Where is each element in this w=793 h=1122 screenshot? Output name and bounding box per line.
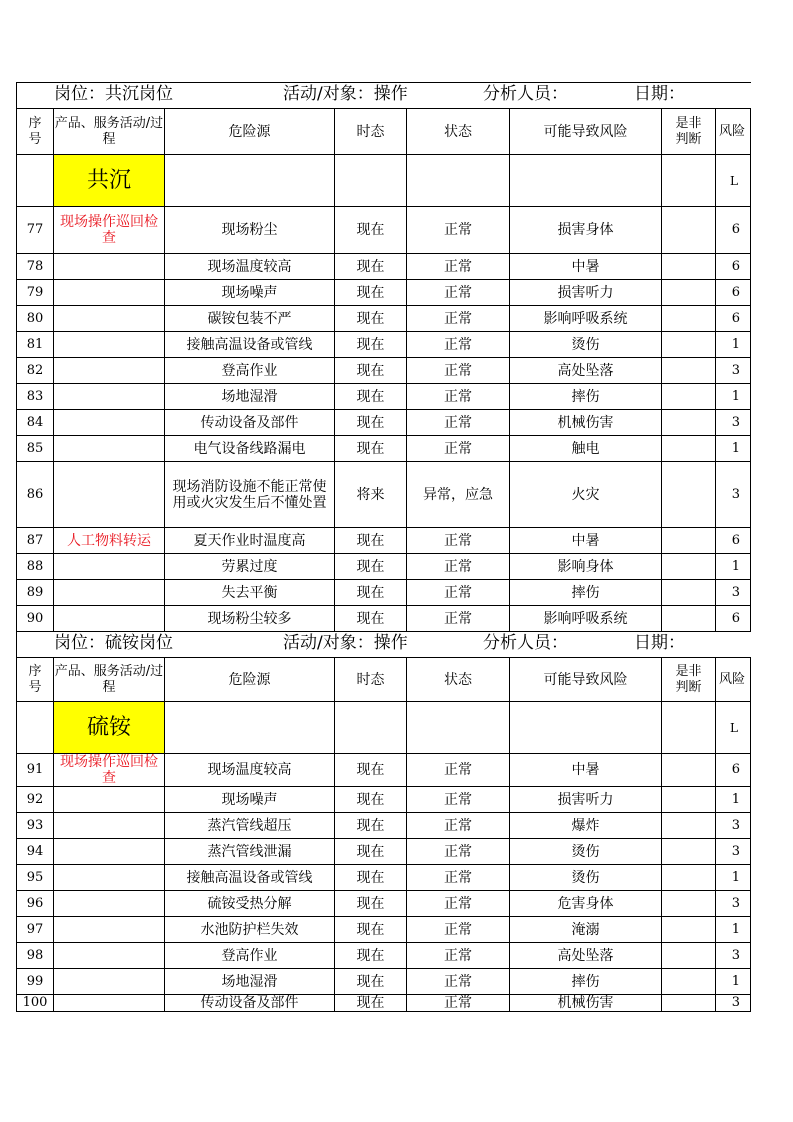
row-seq: 80 xyxy=(17,306,54,332)
unit-seq-cell xyxy=(17,702,54,754)
row-tense: 现在 xyxy=(335,969,407,995)
header-judge: 是非判断 xyxy=(662,658,716,702)
row-risk-outcome: 摔伤 xyxy=(510,969,662,995)
activity-label: 活动/对象：操作 xyxy=(283,633,408,653)
row-state: 正常 xyxy=(407,995,510,1012)
date-label: 日期： xyxy=(634,84,685,104)
row-judge xyxy=(662,410,716,436)
row-hazard: 蒸汽管线超压 xyxy=(165,813,335,839)
row-hazard: 电气设备线路漏电 xyxy=(165,436,335,462)
row-judge xyxy=(662,207,716,254)
table-row xyxy=(17,995,751,1012)
row-state: 正常 xyxy=(407,891,510,917)
row-tense: 现在 xyxy=(335,813,407,839)
row-activity xyxy=(54,358,165,384)
analyst-label: 分析人员： xyxy=(483,633,568,653)
row-hazard: 现场粉尘 xyxy=(165,207,335,254)
row-judge xyxy=(662,813,716,839)
row-state: 正常 xyxy=(407,358,510,384)
unit-name: 共沉 xyxy=(54,155,165,207)
row-risk-value: 3 xyxy=(716,358,751,384)
unit-empty-cell xyxy=(662,155,716,207)
row-risk-outcome: 危害身体 xyxy=(510,891,662,917)
table-row xyxy=(17,254,751,280)
header-seq: 序号 xyxy=(17,109,54,155)
table-row xyxy=(17,787,751,813)
row-state: 正常 xyxy=(407,554,510,580)
row-risk-value: 1 xyxy=(716,865,751,891)
row-hazard: 接触高温设备或管线 xyxy=(165,332,335,358)
row-hazard: 登高作业 xyxy=(165,358,335,384)
row-risk-outcome: 高处坠落 xyxy=(510,943,662,969)
row-risk-outcome: 火灾 xyxy=(510,462,662,528)
row-hazard: 传动设备及部件 xyxy=(165,995,335,1012)
row-risk-outcome: 损害听力 xyxy=(510,787,662,813)
row-tense: 现在 xyxy=(335,280,407,306)
row-seq: 92 xyxy=(17,787,54,813)
table-row xyxy=(17,839,751,865)
row-activity xyxy=(54,943,165,969)
row-judge xyxy=(662,436,716,462)
table-row xyxy=(17,528,751,554)
row-state: 正常 xyxy=(407,580,510,606)
row-risk-outcome: 高处坠落 xyxy=(510,358,662,384)
row-judge xyxy=(662,917,716,943)
row-tense: 现在 xyxy=(335,943,407,969)
row-risk-outcome: 烫伤 xyxy=(510,865,662,891)
row-tense: 现在 xyxy=(335,306,407,332)
unit-empty-cell xyxy=(335,155,407,207)
row-judge xyxy=(662,254,716,280)
row-state: 正常 xyxy=(407,943,510,969)
row-activity xyxy=(54,865,165,891)
row-activity xyxy=(54,891,165,917)
row-activity xyxy=(54,384,165,410)
row-tense: 现在 xyxy=(335,787,407,813)
row-seq: 96 xyxy=(17,891,54,917)
row-judge xyxy=(662,606,716,632)
row-judge xyxy=(662,528,716,554)
unit-empty-cell xyxy=(510,155,662,207)
table-row xyxy=(17,306,751,332)
row-activity xyxy=(54,306,165,332)
row-risk-outcome: 影响呼吸系统 xyxy=(510,606,662,632)
row-risk-outcome: 影响呼吸系统 xyxy=(510,306,662,332)
row-hazard: 接触高温设备或管线 xyxy=(165,865,335,891)
table-row xyxy=(17,280,751,306)
row-activity xyxy=(54,787,165,813)
row-activity: 人工物料转运 xyxy=(54,528,165,554)
row-tense: 现在 xyxy=(335,995,407,1012)
row-seq: 83 xyxy=(17,384,54,410)
hazard-table xyxy=(16,82,751,1012)
row-seq: 90 xyxy=(17,606,54,632)
table-row xyxy=(17,410,751,436)
row-state: 正常 xyxy=(407,787,510,813)
table-row xyxy=(17,358,751,384)
row-tense: 现在 xyxy=(335,207,407,254)
column-header-row xyxy=(17,658,751,702)
header-risk-outcome: 可能导致风险 xyxy=(510,109,662,155)
row-activity xyxy=(54,554,165,580)
row-activity: 现场操作巡回检查 xyxy=(54,207,165,254)
row-seq: 91 xyxy=(17,754,54,787)
unit-name: 硫铵 xyxy=(54,702,165,754)
table-row xyxy=(17,606,751,632)
row-activity xyxy=(54,969,165,995)
header-seq: 序号 xyxy=(17,658,54,702)
row-hazard: 场地湿滑 xyxy=(165,384,335,410)
row-activity xyxy=(54,995,165,1012)
row-risk-value: 3 xyxy=(716,839,751,865)
row-hazard: 碳铵包装不严 xyxy=(165,306,335,332)
analyst-label: 分析人员： xyxy=(483,84,568,104)
row-state: 正常 xyxy=(407,436,510,462)
row-risk-value: 1 xyxy=(716,436,751,462)
row-activity xyxy=(54,606,165,632)
row-state: 正常 xyxy=(407,254,510,280)
header-product: 产品、服务活动/过程 xyxy=(54,658,165,702)
row-risk-value: 3 xyxy=(716,943,751,969)
row-seq: 97 xyxy=(17,917,54,943)
row-seq: 88 xyxy=(17,554,54,580)
table-row xyxy=(17,969,751,995)
row-risk-value: 1 xyxy=(716,787,751,813)
row-judge xyxy=(662,580,716,606)
row-hazard: 夏天作业时温度高 xyxy=(165,528,335,554)
row-risk-outcome: 爆炸 xyxy=(510,813,662,839)
row-judge xyxy=(662,891,716,917)
row-seq: 78 xyxy=(17,254,54,280)
row-seq: 95 xyxy=(17,865,54,891)
row-judge xyxy=(662,358,716,384)
row-judge xyxy=(662,969,716,995)
table-row xyxy=(17,917,751,943)
row-activity xyxy=(54,813,165,839)
row-seq: 82 xyxy=(17,358,54,384)
row-judge xyxy=(662,839,716,865)
row-risk-value: 3 xyxy=(716,813,751,839)
row-state: 正常 xyxy=(407,754,510,787)
row-activity xyxy=(54,917,165,943)
table-row xyxy=(17,436,751,462)
row-tense: 现在 xyxy=(335,917,407,943)
row-judge xyxy=(662,995,716,1012)
row-judge xyxy=(662,865,716,891)
row-state: 正常 xyxy=(407,332,510,358)
row-tense: 现在 xyxy=(335,754,407,787)
row-risk-outcome: 中暑 xyxy=(510,528,662,554)
row-activity xyxy=(54,410,165,436)
row-judge xyxy=(662,943,716,969)
row-activity xyxy=(54,580,165,606)
row-state: 正常 xyxy=(407,606,510,632)
row-seq: 98 xyxy=(17,943,54,969)
row-risk-value: 6 xyxy=(716,254,751,280)
row-tense: 现在 xyxy=(335,839,407,865)
row-hazard: 失去平衡 xyxy=(165,580,335,606)
row-hazard: 现场温度较高 xyxy=(165,754,335,787)
header-risk-outcome: 可能导致风险 xyxy=(510,658,662,702)
header-risk: 风险 xyxy=(716,658,751,702)
header-state: 状态 xyxy=(407,658,510,702)
unit-empty-cell xyxy=(407,702,510,754)
table-row xyxy=(17,580,751,606)
row-hazard: 现场粉尘较多 xyxy=(165,606,335,632)
table-row xyxy=(17,891,751,917)
row-hazard: 劳累过度 xyxy=(165,554,335,580)
row-risk-outcome: 中暑 xyxy=(510,754,662,787)
row-hazard: 硫铵受热分解 xyxy=(165,891,335,917)
row-hazard: 蒸汽管线泄漏 xyxy=(165,839,335,865)
row-seq: 100 xyxy=(17,995,54,1012)
row-tense: 现在 xyxy=(335,528,407,554)
table-row xyxy=(17,554,751,580)
row-judge xyxy=(662,280,716,306)
row-activity xyxy=(54,462,165,528)
unit-risk-level: L xyxy=(716,155,751,207)
row-tense: 现在 xyxy=(335,606,407,632)
row-risk-value: 1 xyxy=(716,917,751,943)
row-risk-outcome: 烫伤 xyxy=(510,332,662,358)
row-state: 正常 xyxy=(407,384,510,410)
row-activity xyxy=(54,254,165,280)
row-state: 异常，应急 xyxy=(407,462,510,528)
header-tense: 时态 xyxy=(335,109,407,155)
row-state: 正常 xyxy=(407,207,510,254)
row-risk-value: 6 xyxy=(716,606,751,632)
header-risk: 风险 xyxy=(716,109,751,155)
row-hazard: 现场消防设施不能正常使用或火灾发生后不懂处置 xyxy=(165,462,335,528)
row-activity xyxy=(54,280,165,306)
header-tense: 时态 xyxy=(335,658,407,702)
row-tense: 现在 xyxy=(335,410,407,436)
row-seq: 81 xyxy=(17,332,54,358)
row-judge xyxy=(662,787,716,813)
row-risk-outcome: 摔伤 xyxy=(510,384,662,410)
row-judge xyxy=(662,754,716,787)
table-row xyxy=(17,754,751,787)
row-tense: 现在 xyxy=(335,332,407,358)
unit-empty-cell xyxy=(510,702,662,754)
row-tense: 现在 xyxy=(335,865,407,891)
section-title xyxy=(17,83,751,109)
row-judge xyxy=(662,332,716,358)
row-risk-value: 1 xyxy=(716,969,751,995)
row-risk-value: 3 xyxy=(716,462,751,528)
unit-empty-cell xyxy=(165,155,335,207)
row-risk-outcome: 机械伤害 xyxy=(510,410,662,436)
row-risk-value: 3 xyxy=(716,891,751,917)
post-label: 岗位：硫铵岗位 xyxy=(54,633,173,653)
unit-empty-cell xyxy=(662,702,716,754)
row-risk-outcome: 烫伤 xyxy=(510,839,662,865)
row-seq: 99 xyxy=(17,969,54,995)
row-risk-value: 3 xyxy=(716,410,751,436)
row-judge xyxy=(662,306,716,332)
row-risk-value: 1 xyxy=(716,332,751,358)
unit-empty-cell xyxy=(165,702,335,754)
table-row xyxy=(17,943,751,969)
row-risk-outcome: 损害听力 xyxy=(510,280,662,306)
row-hazard: 水池防护栏失效 xyxy=(165,917,335,943)
row-state: 正常 xyxy=(407,528,510,554)
row-seq: 79 xyxy=(17,280,54,306)
row-risk-value: 3 xyxy=(716,995,751,1012)
row-tense: 现在 xyxy=(335,384,407,410)
row-state: 正常 xyxy=(407,969,510,995)
row-seq: 89 xyxy=(17,580,54,606)
row-hazard: 现场温度较高 xyxy=(165,254,335,280)
row-risk-outcome: 中暑 xyxy=(510,254,662,280)
row-risk-value: 6 xyxy=(716,207,751,254)
row-tense: 现在 xyxy=(335,580,407,606)
row-state: 正常 xyxy=(407,813,510,839)
header-hazard: 危险源 xyxy=(165,109,335,155)
row-risk-value: 3 xyxy=(716,580,751,606)
row-hazard: 场地湿滑 xyxy=(165,969,335,995)
row-hazard: 登高作业 xyxy=(165,943,335,969)
section-title xyxy=(17,632,751,658)
row-hazard: 现场噪声 xyxy=(165,280,335,306)
risk-assessment-sheet xyxy=(16,82,750,1012)
row-hazard: 传动设备及部件 xyxy=(165,410,335,436)
unit-seq-cell xyxy=(17,155,54,207)
row-risk-outcome: 损害身体 xyxy=(510,207,662,254)
row-judge xyxy=(662,462,716,528)
table-row xyxy=(17,813,751,839)
section-title-row xyxy=(17,632,751,658)
row-seq: 93 xyxy=(17,813,54,839)
row-activity xyxy=(54,839,165,865)
unit-row xyxy=(17,155,751,207)
header-judge: 是非判断 xyxy=(662,109,716,155)
table-row xyxy=(17,332,751,358)
row-seq: 87 xyxy=(17,528,54,554)
unit-empty-cell xyxy=(407,155,510,207)
row-tense: 现在 xyxy=(335,554,407,580)
row-risk-outcome: 机械伤害 xyxy=(510,995,662,1012)
unit-row xyxy=(17,702,751,754)
row-activity xyxy=(54,436,165,462)
row-tense: 现在 xyxy=(335,358,407,384)
row-state: 正常 xyxy=(407,306,510,332)
row-seq: 86 xyxy=(17,462,54,528)
unit-empty-cell xyxy=(335,702,407,754)
row-risk-value: 1 xyxy=(716,554,751,580)
row-judge xyxy=(662,554,716,580)
row-seq: 85 xyxy=(17,436,54,462)
row-risk-value: 6 xyxy=(716,306,751,332)
row-seq: 77 xyxy=(17,207,54,254)
header-product: 产品、服务活动/过程 xyxy=(54,109,165,155)
row-risk-value: 6 xyxy=(716,280,751,306)
row-activity: 现场操作巡回检查 xyxy=(54,754,165,787)
row-risk-outcome: 淹溺 xyxy=(510,917,662,943)
row-risk-value: 6 xyxy=(716,754,751,787)
row-state: 正常 xyxy=(407,917,510,943)
row-judge xyxy=(662,384,716,410)
table-row xyxy=(17,462,751,528)
date-label: 日期： xyxy=(634,633,685,653)
section-title-row xyxy=(17,83,751,109)
table-row xyxy=(17,384,751,410)
header-hazard: 危险源 xyxy=(165,658,335,702)
row-state: 正常 xyxy=(407,839,510,865)
row-tense: 将来 xyxy=(335,462,407,528)
table-row xyxy=(17,207,751,254)
row-risk-value: 6 xyxy=(716,528,751,554)
row-risk-outcome: 摔伤 xyxy=(510,580,662,606)
post-label: 岗位：共沉岗位 xyxy=(54,84,173,104)
activity-label: 活动/对象：操作 xyxy=(283,84,408,104)
row-seq: 94 xyxy=(17,839,54,865)
column-header-row xyxy=(17,109,751,155)
row-state: 正常 xyxy=(407,410,510,436)
row-tense: 现在 xyxy=(335,254,407,280)
row-state: 正常 xyxy=(407,280,510,306)
row-risk-value: 1 xyxy=(716,384,751,410)
row-tense: 现在 xyxy=(335,891,407,917)
row-risk-outcome: 影响身体 xyxy=(510,554,662,580)
table-row xyxy=(17,865,751,891)
row-risk-outcome: 触电 xyxy=(510,436,662,462)
row-state: 正常 xyxy=(407,865,510,891)
unit-risk-level: L xyxy=(716,702,751,754)
row-activity xyxy=(54,332,165,358)
row-tense: 现在 xyxy=(335,436,407,462)
row-seq: 84 xyxy=(17,410,54,436)
header-state: 状态 xyxy=(407,109,510,155)
row-hazard: 现场噪声 xyxy=(165,787,335,813)
